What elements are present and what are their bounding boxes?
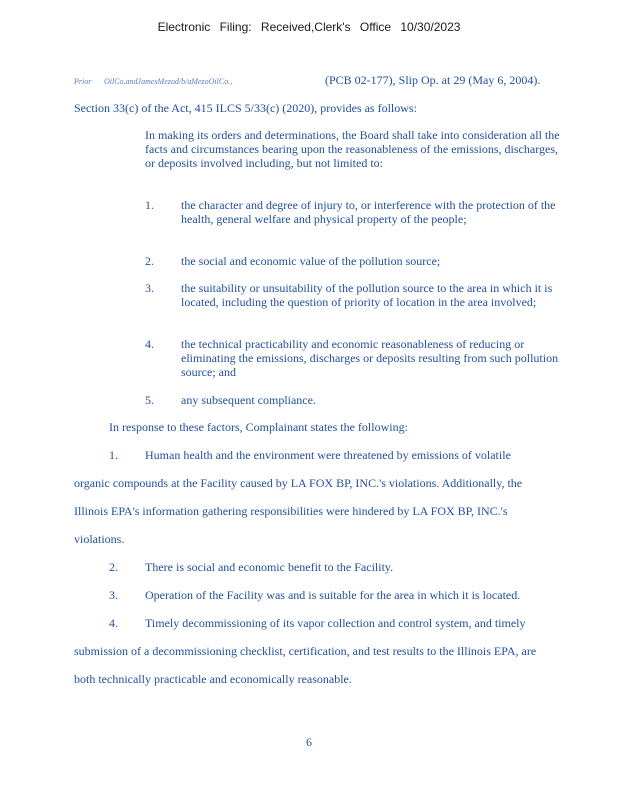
quote-item-4-text: the technical practicability and economic reasonableness of reducing or eliminating the emissions, discharges or deposits resulting from such pollution source; and <box>181 337 559 379</box>
response-4-line-2: submission of a decommissioning checklist, certification, and test results to the Illinois EPA, are <box>74 644 537 658</box>
electronic-filing-header: Electronic Filing: Received,Clerk's Office 10/30/2023 <box>157 20 461 34</box>
response-1-number: 1. <box>109 448 118 462</box>
quote-item-3-text: the suitability or unsuitability of the pollution source to the area in which it is located, including the question of priority of location in the area involved; <box>181 281 553 309</box>
response-4-line-1: Timely decommissioning of its vapor collection and control system, and timely <box>145 616 526 630</box>
response-4-number: 4. <box>109 616 118 630</box>
response-3-number: 3. <box>109 588 118 602</box>
quote-item-5-text: any subsequent compliance. <box>181 393 316 407</box>
citation-case-name: OilCo.andJamesMezod/b/aMezoOilCo., <box>104 77 233 86</box>
quote-item-1-text: the character and degree of injury to, or interference with the protection of the health, general welfare and physical property of the people; <box>181 198 556 226</box>
response-2-text: There is social and economic benefit to the Facility. <box>145 560 394 574</box>
quote-item-5-number: 5. <box>145 393 154 407</box>
response-1-line-2: organic compounds at the Facility caused by LA FOX BP, INC.'s violations. Additionally, the <box>74 476 523 490</box>
response-2-number: 2. <box>109 560 118 574</box>
quote-item-2-number: 2. <box>145 254 154 268</box>
response-4-line-3: both technically practicable and economically reasonable. <box>74 672 352 686</box>
quote-intro: In making its orders and determinations, the Board shall take into consideration all the facts and circumstances bearing upon the reasonableness of the emissions, discharges, or deposits involved including, but not limited to: <box>145 128 560 170</box>
section-intro: Section 33(c) of the Act, 415 ILCS 5/33(c) (2020), provides as follows: <box>74 101 417 115</box>
response-1-line-4: violations. <box>74 532 125 546</box>
quote-item-1-number: 1. <box>145 198 154 212</box>
quote-item-4-number: 4. <box>145 337 154 351</box>
response-1-line-1: Human health and the environment were threatened by emissions of volatile <box>145 448 511 462</box>
response-intro: In response to these factors, Complainant states the following: <box>109 420 408 434</box>
response-1-line-3: Illinois EPA's information gathering responsibilities were hindered by LA FOX BP, INC.'s <box>74 504 508 518</box>
citation-tail: (PCB 02-177), Slip Op. at 29 (May 6, 2004). <box>325 73 541 87</box>
page-number: 6 <box>306 735 312 749</box>
quote-item-3-number: 3. <box>145 281 154 295</box>
response-3-text: Operation of the Facility was and is suitable for the area in which it is located. <box>145 588 521 602</box>
quote-item-2-text: the social and economic value of the pollution source; <box>181 254 441 268</box>
citation-prior: Prior <box>74 77 92 86</box>
